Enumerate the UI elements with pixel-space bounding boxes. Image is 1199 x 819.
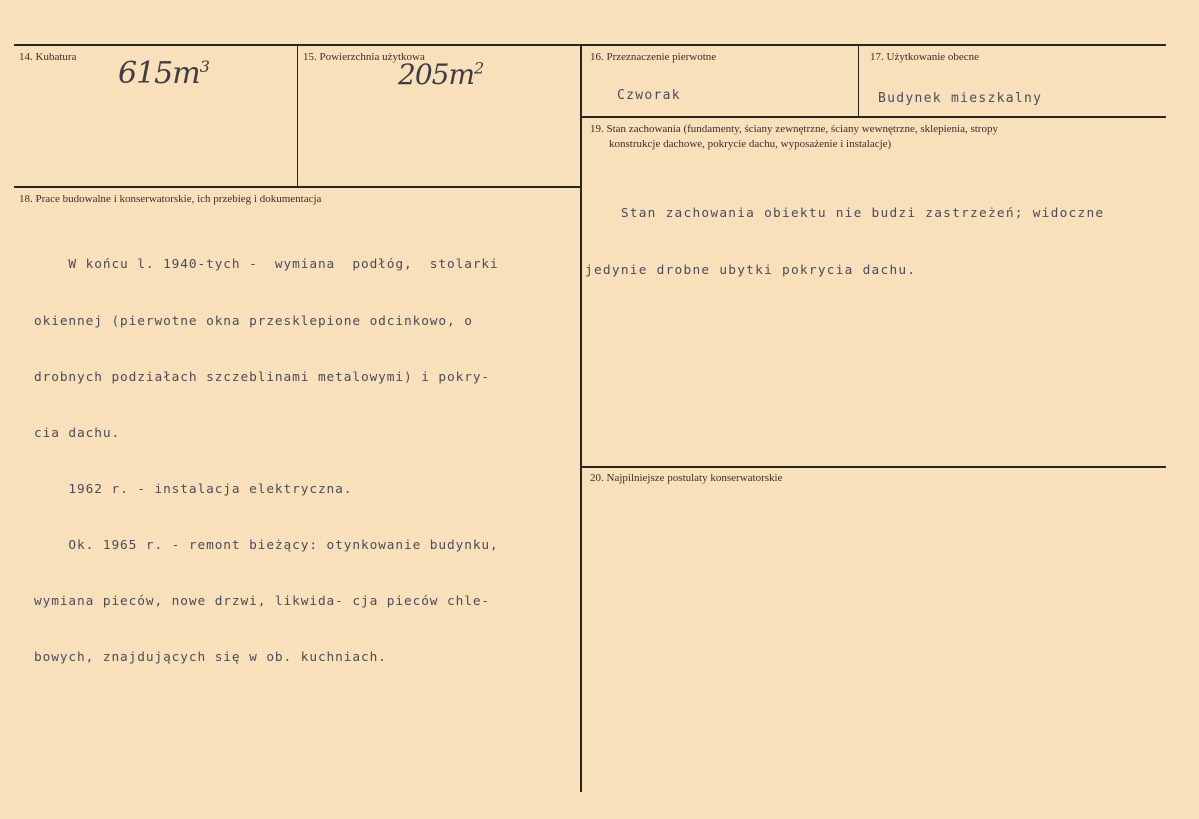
field-14-value	[118, 56, 209, 91]
field-14-unit: m	[172, 56, 200, 91]
field-18-text	[34, 219, 499, 705]
center-divider	[580, 46, 582, 792]
field-15-unit: m	[448, 58, 475, 91]
field-14-label: 14. Kubatura	[19, 51, 77, 63]
field-17-value: Budynek mieszkalny	[878, 91, 1043, 106]
field-18-line: W końcu l. 1940-tych - wymiana podłóg, stolarki	[34, 257, 499, 273]
field-19-label-line2: konstrukcje dachowe, pokrycie dachu, wyposażenie i instalacje)	[609, 138, 892, 150]
field-15-value	[398, 58, 483, 91]
field-16-value: Czworak	[617, 88, 681, 103]
top-rule	[14, 44, 1166, 46]
field-18-line: bowych, znajdujących się w ob. kuchniach.	[34, 650, 387, 666]
rule-above-20	[582, 466, 1166, 468]
field-15-exponent: 2	[474, 58, 484, 78]
field-19-text	[585, 168, 1104, 318]
field-14-exponent: 3	[199, 57, 209, 76]
field-18-line: 1962 r. - instalacja elektryczna.	[34, 481, 353, 497]
field-18-line: drobnych podziałach szczeblinami metalowymi) i pokry-	[34, 369, 491, 385]
field-18-line: okiennej (pierwotne okna przesklepione odcinkowo, o	[34, 313, 473, 329]
field-18-line: wymiana pieców, nowe drzwi, likwida- cja pieców chle-	[34, 594, 491, 610]
field-14-number: 615	[118, 56, 173, 91]
field-17-label: 17. Użytkowanie obecne	[870, 51, 980, 63]
divider-16-17	[858, 46, 859, 116]
field-18-line: Ok. 1965 r. - remont bieżący: otynkowanie budynku,	[34, 537, 499, 553]
field-16-label: 16. Przeznaczenie pierwotne	[590, 51, 717, 63]
rule-above-19	[582, 116, 1166, 118]
divider-14-15	[297, 46, 298, 186]
field-19-line: Stan zachowania obiektu nie budzi zastrzeżeń; widoczne	[585, 206, 1105, 222]
field-20-label: 20. Najpilniejsze postulaty konserwatorskie	[590, 472, 783, 484]
field-15-label: 15. Powierzchnia użytkowa	[303, 51, 425, 63]
field-18-label: 18. Prace budowalne i konserwatorskie, ich przebieg i dokumentacja	[19, 193, 322, 205]
field-15-number: 205	[398, 58, 449, 91]
field-19-line: jedynie drobne ubytki pokrycia dachu.	[585, 262, 917, 278]
rule-above-18	[14, 186, 582, 188]
field-19-label-line1: 19. Stan zachowania (fundamenty, ściany zewnętrzne, ściany wewnętrzne, sklepienia, stropy	[590, 123, 998, 135]
field-18-line: cia dachu.	[34, 425, 121, 441]
